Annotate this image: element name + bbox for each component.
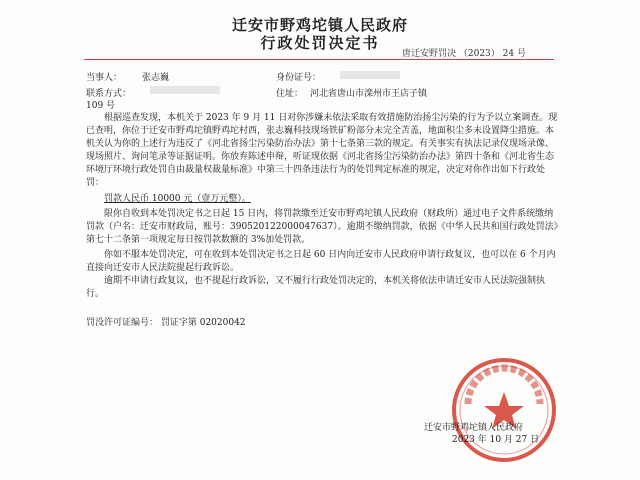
facts-paragraph: 根据巡查发现，本机关于 2023 年 9 月 11 日对你涉嫌未依法采取有效措施防治扬尘污染的行为予以立案调查。现已查明，你位于迁安市野鸡坨镇野鸡坨村西，张志巍科技现场铁矿粉部分未完全苫盖，地面积尘多未设置降尘措施。本机关认为你的上述行为违反了《河北省扬尘污染防治办法》第十七条第三款的规定。有关事实有执法记录仪现场录像、现场照片、询问笔录等证据证明。你放弃陈述申辩，听证现依据《河北省扬尘污染防治办法》第四十条和《河北省生态环境厅环境行政处罚自由裁量权裁量标准》中第三十四条违法行为的处罚判定标准的规定，决定对你作出如下行政处罚： xyxy=(86,113,558,189)
decision-body xyxy=(86,112,560,330)
penalty-amount-text: 罚款人民币 10000 元（壹万元整）。 xyxy=(104,193,251,204)
party-name-value: 张志巍 xyxy=(142,73,170,83)
document-title-line1: 迁安市野鸡坨镇人民政府 xyxy=(231,16,408,34)
document-number: 唐迁安野罚决 （2023） 24 号 xyxy=(402,49,526,59)
id-number-redacted xyxy=(340,71,400,79)
license-number: 罚没许可证编号： 罚证字第 02020042 xyxy=(86,318,246,329)
official-seal-icon xyxy=(448,354,560,466)
payment-paragraph: 限你自收到本处罚决定书之日起 15 日内，将罚款缴至迁安市野鸡坨镇人民政府（财政所）通过电子文件系统缴纳罚款（户名：迁安市财政局，账号：390520122000047637）。逾期不缴纳罚款，依据《中华人民共和国行政处罚法》第七十二条第一项规定每日按罚款数额的 3%加处罚款。 xyxy=(86,208,559,245)
address-label: 住址： xyxy=(276,89,304,99)
signature-date: 2023 年 10 月 27 日 xyxy=(452,435,540,445)
appeal-paragraph: 你如不服本处罚决定，可在收到本处罚决定书之日起 60 日内向迁安市人民政府申请行政复议，也可以在 6 个月内直接向迁安市人民法院提起行政诉讼。 xyxy=(86,249,556,274)
address-value: 河北省唐山市滦州市王店子镇 xyxy=(310,89,428,99)
party-name-label: 当事人： xyxy=(86,73,123,83)
contact-redacted xyxy=(150,86,220,94)
contact-label: 联系方式： xyxy=(86,89,132,99)
document-title-line2: 行政处罚决定书 xyxy=(260,34,380,52)
address-value-cont: 109 号 xyxy=(86,101,116,111)
header-divider xyxy=(84,59,554,60)
penalty-amount xyxy=(86,193,560,206)
enforcement-paragraph: 逾期不申请行政复议，也不提起行政诉讼，又不履行行政处罚决定的，本机关将依法申请迁安市人民法院强制执行。 xyxy=(86,276,546,300)
id-number-label: 身份证号： xyxy=(276,73,322,83)
signature-organization: 迁安市野鸡坨镇人民政府 xyxy=(424,423,524,433)
